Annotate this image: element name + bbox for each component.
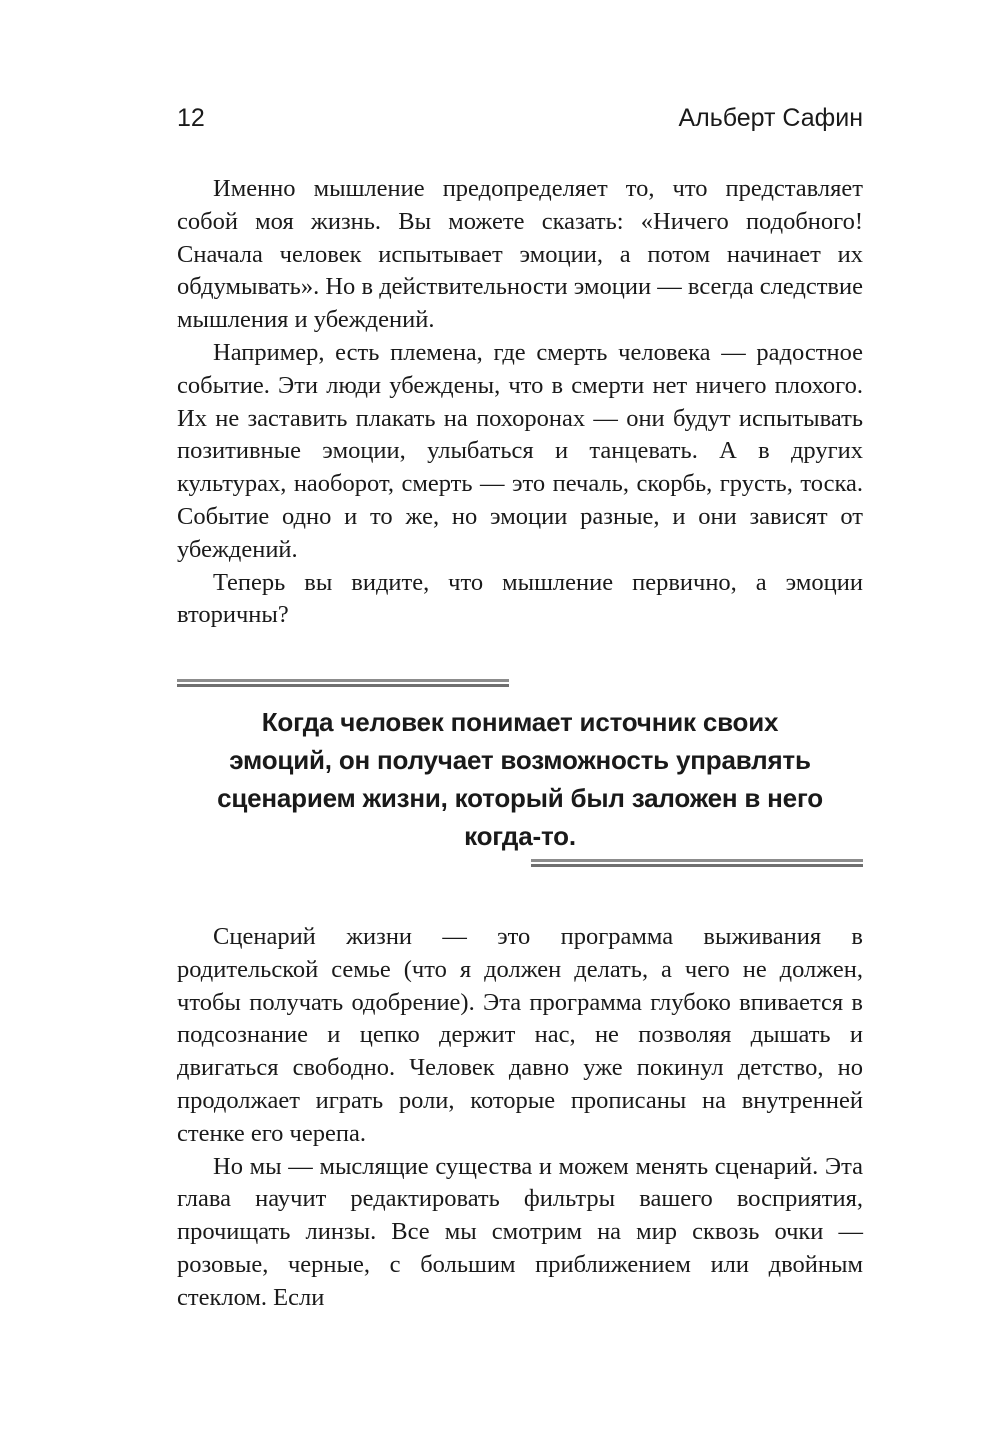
text-block-2 (177, 921, 863, 1315)
text-block-1 (177, 173, 863, 632)
paragraph: Но мы — мыслящие существа и можем менять сценарий. Эта глава научит редактировать фильтры вашего восприятия, прочищать линзы. Все мы смотрим на мир сквозь очки — розовые, черные, с большим приближением или двойным стеклом. Если (177, 1152, 863, 1311)
paragraph: Сценарий жизни — это программа выживания в родительской семье (что я должен делать, а чего не должен, чтобы получать одобрение). Эта программа глубоко впивается в подсознание и цепко держит нас, не позволяя дышать и двигаться свободно. Человек давно уже покинул детство, но продолжает играть роли, которые прописаны на внутренней стенке его черепа. (177, 923, 863, 1147)
pull-quote-top-rule (177, 679, 509, 687)
running-head-author: Альберт Сафин (678, 104, 863, 132)
page-number: 12 (177, 104, 205, 132)
pull-quote-line: Когда человек понимает источник своих (261, 707, 779, 737)
pull-quote (177, 703, 863, 855)
paragraph: Например, есть племена, где смерть человека — радостное событие. Эти люди убеждены, что в смерти нет ничего плохого. Их не заставить плакать на похоронах — они будут испытывать позитивные эмоции, улыбаться и танцевать. А в других культурах, наоборот, смерть — это печаль, скорбь, грусть, тоска. Событие одно и то же, но эмоции разные, и они зависят от убеждений. (177, 338, 863, 563)
pull-quote-line: когда-то. (464, 821, 576, 851)
pull-quote-line: эмоций, он получает возможность управлять (229, 745, 811, 775)
paragraph: Именно мышление предопределяет то, что представляет собой моя жизнь. Вы можете сказать: «Ничего подобного! Сначала человек испытывает эмоции, а потом начинает их обдумывать». Но в действительности эмоции — всегда следствие мышления и убеждений. (177, 175, 863, 334)
pull-quote-line: сценарием жизни, который был заложен в него (217, 783, 823, 813)
page-header (177, 104, 863, 144)
paragraph: Теперь вы видите, что мышление первично, а эмоции вторичны? (177, 568, 863, 629)
pull-quote-bottom-rule (531, 859, 863, 867)
